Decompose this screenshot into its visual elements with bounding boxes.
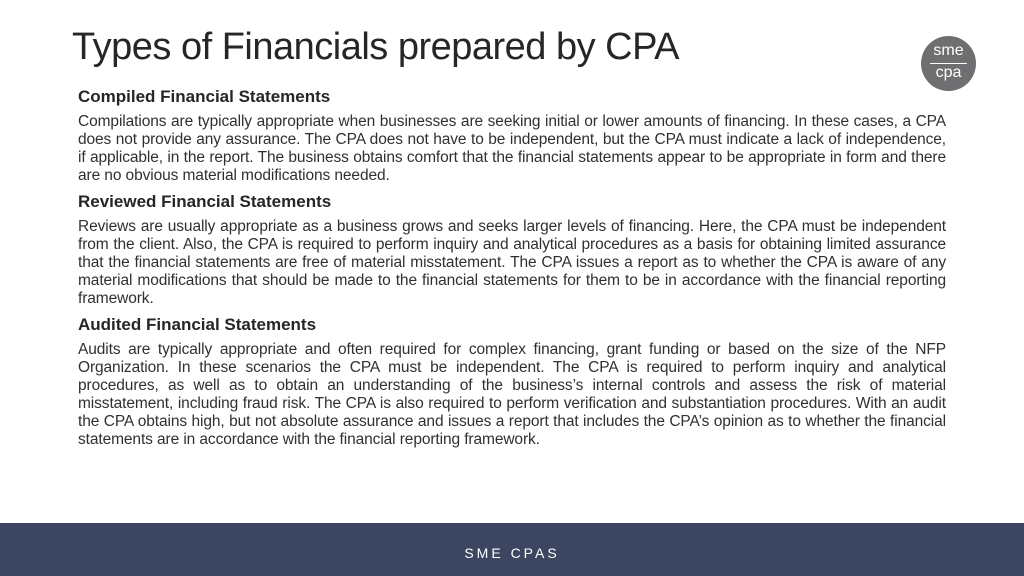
section-reviewed <box>78 191 946 308</box>
slide-content <box>78 86 946 455</box>
logo-bottom-text: cpa <box>935 64 962 81</box>
sme-cpa-logo <box>921 36 976 91</box>
section-audited <box>78 314 946 449</box>
section-heading: Audited Financial Statements <box>78 315 317 334</box>
logo-top-text: sme <box>933 42 964 59</box>
section-body: Compilations are typically appropriate when businesses are seeking initial or lower amounts of financing. In these cases, a CPA does not provide any assurance. The CPA does not have to be independent, but the CPA must indicate a lack of independence, if applicable, in the report. The business obtains comfort that the financial statements appear to be appropriate in form and there are no obvious material modifications needed. <box>78 113 946 184</box>
section-body: Reviews are usually appropriate as a business grows and seeks larger levels of financing. Here, the CPA must be independent from the client. Also, the CPA is required to perform inquiry and analytical procedures as a basis for obtaining limited assurance that the financial statements are free of material misstatement. The CPA issues a report as to whether the CPA is aware of any material modifications that should be made to the financial statements for them to be in accordance with the financial reporting framework. <box>78 218 946 307</box>
footer-text: SME CPAS <box>464 545 560 561</box>
section-heading: Compiled Financial Statements <box>78 87 331 106</box>
footer-bar <box>0 523 1024 576</box>
section-compiled <box>78 86 946 185</box>
section-heading: Reviewed Financial Statements <box>78 192 332 211</box>
slide-title: Types of Financials prepared by CPA <box>72 26 679 68</box>
section-body: Audits are typically appropriate and often required for complex financing, grant funding or based on the size of the NFP Organization. In these scenarios the CPA must be independent. The CPA is required to perform inquiry and analytical procedures, as well as to obtain an understanding of the business’s internal controls and assess the risk of material misstatement, including fraud risk. The CPA is also required to perform verification and substantiation procedures. With an audit the CPA obtains high, but not absolute assurance and issues a report that includes the CPA’s opinion as to whether the financial statements are in accordance with the financial reporting framework. <box>78 341 946 448</box>
